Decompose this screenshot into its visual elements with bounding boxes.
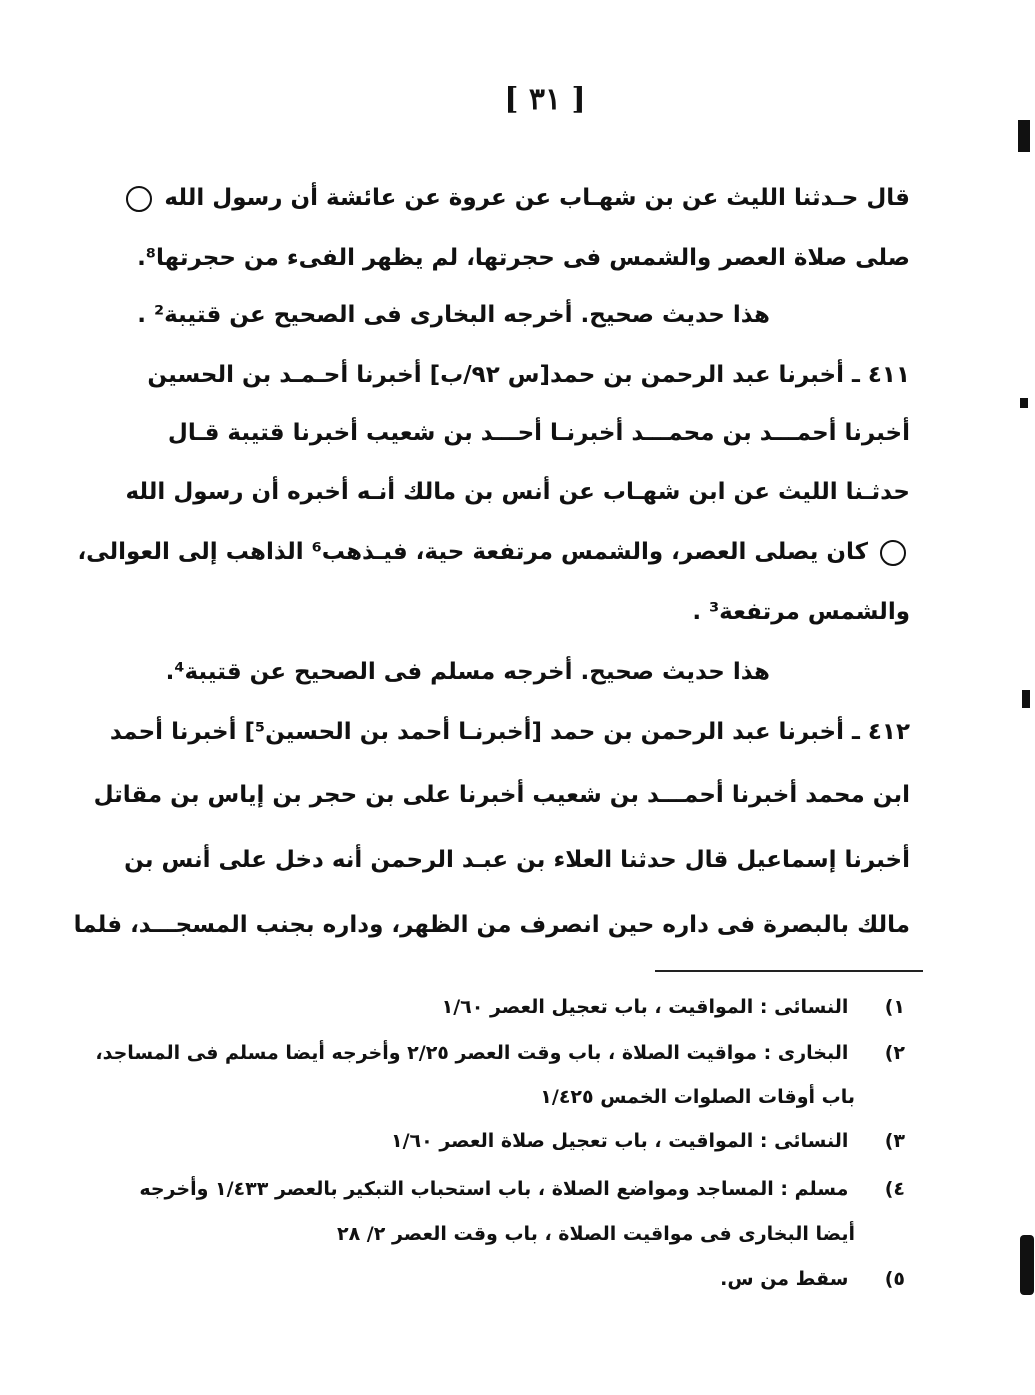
footnote-text: البخارى : مواقيت الصلاة ، باب وقت العصر ٢/٢٥ وأخرجه أيضا مسلم فى المساجد، [95, 1042, 849, 1064]
scan-edge-mark [1018, 120, 1030, 152]
footnote-text: سقط من س. [720, 1268, 849, 1290]
text-line-content: كان يصلى العصر، والشمس مرتفعة حية، فيـذهب⁶ الذاهب إلى العوالى، [77, 539, 868, 565]
footnote-item [442, 990, 905, 1024]
text-line-content: والشمس مرتفعة³ . [692, 599, 910, 625]
footnote-item [391, 1124, 905, 1158]
text-line-content: أخبرنا أحمـــد بن محمـــد أخبرنـا أحـــد بن شعيب أخبرنا قتيبة قـال [167, 420, 910, 446]
footnote-number: ١) [884, 996, 905, 1018]
salutation-symbol-icon [126, 186, 152, 212]
text-line-content: ٤١٢ ـ أخبرنا عبد الرحمن بن حمد [أخبرنـا أحمد بن الحسين⁵] أخبرنا أحمد [109, 719, 910, 745]
footnote-text: النسائى : المواقيت ، باب تعجيل صلاة العصر ١/٦٠ [391, 1130, 849, 1152]
text-line-content: حدثـنا الليث عن ابن شهـاب عن أنس بن مالك أنـه أخبره أن رسول الله [125, 479, 910, 505]
footnote-continuation [337, 1217, 855, 1251]
scan-edge-mark [1020, 1235, 1034, 1295]
scan-edge-mark [1020, 398, 1028, 408]
footnote-item [139, 1172, 905, 1206]
footnote-item [95, 1036, 905, 1070]
text-line-content: ٤١١ ـ أخبرنا عبد الرحمن بن حمد[س ٩٢/ب] أخبرنا أحـمـد بن الحسين [147, 362, 910, 388]
text-line-content: صلى صلاة العصر والشمس فى حجرتها، لم يظهر الفىء من حجرتها⁸. [137, 245, 910, 271]
footnote-text: أيضا البخارى فى مواقيت الصلاة ، باب وقت العصر ٢/ ٢٨ [336, 1223, 855, 1245]
text-line-content: أخبرنا إسماعيل قال حدثنا العلاء بن عبـد الرحمن أنه دخل على أنس بن [124, 847, 910, 873]
footnote-number: ٥) [884, 1268, 905, 1290]
text-line-content: قال حـدثنا الليث عن بن شهـاب عن عروة عن عائشة أن رسول الله [164, 185, 910, 211]
footnotes-block [95, 0, 905, 1395]
footnote-number: ٢) [884, 1042, 905, 1064]
text-line-content: هذا حديث صحيح. أخرجه البخارى فى الصحيح عن قتيبة² . [137, 302, 770, 328]
footnote-number: ٣) [884, 1130, 905, 1152]
footnote-item [720, 1262, 905, 1296]
footnote-continuation [540, 1080, 855, 1114]
footnote-text: النسائى : المواقيت ، باب تعجيل العصر ١/٦٠ [441, 996, 849, 1018]
footnote-text: مسلم : المساجد ومواضع الصلاة ، باب استحباب التبكير بالعصر ١/٤٣٣ وأخرجه [139, 1178, 849, 1200]
text-line-content: مالك بالبصرة فى داره حين انصرف من الظهر، وداره بجنب المسجـــد، فلما [73, 912, 910, 938]
text-line-content: هذا حديث صحيح. أخرجه مسلم فى الصحيح عن قتيبة⁴. [165, 659, 770, 685]
footnote-number: ٤) [884, 1178, 905, 1200]
scan-edge-mark [1022, 690, 1030, 708]
text-line-content: ابن محمد أخبرنا أحمـــد بن شعيب أخبرنا على بن حجر بن إياس بن مقاتل [93, 782, 910, 808]
page-number: [ ٣١ ] [504, 82, 586, 117]
footnote-text: باب أوقات الصلوات الخمس ١/٤٢٥ [540, 1086, 855, 1108]
